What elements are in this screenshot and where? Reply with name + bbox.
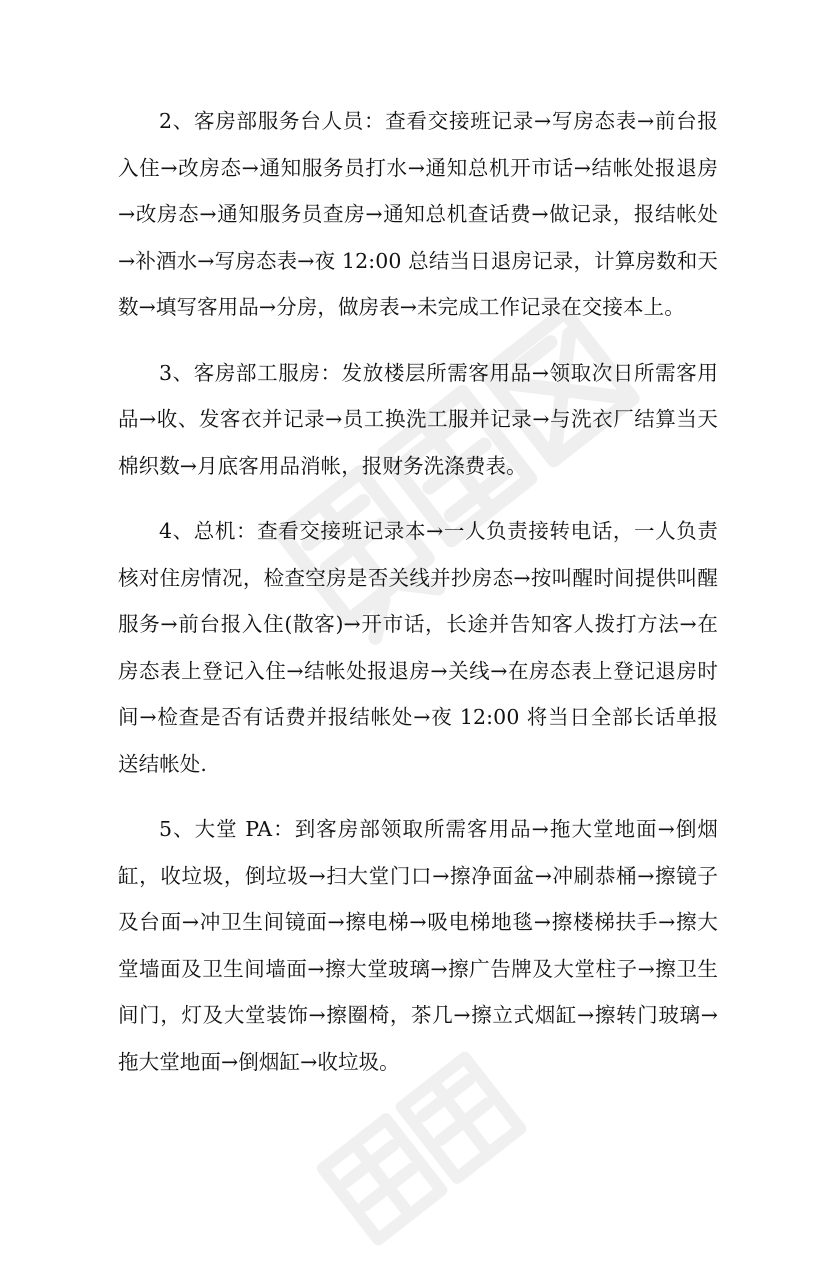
- paragraph-switchboard: 4、总机：查看交接班记录本→一人负责接转电话，一人负责核对住房情况，检查空房是否关线并抄房态→按叫醒时间提供叫醒服务→前台报入住(散客)→开市话，长途并告知客人拨打方法→在房态表上登记入住→结帐处报退房→关线→在房态表上登记退房时间→检查是否有话费并报结帐处→夜 12:00 将当日全部长话单报送结帐处.: [118, 519, 718, 776]
- document-body: [118, 98, 718, 1104]
- paragraph-uniform-room: 3、客房部工服房：发放楼层所需客用品→领取次日所需客用品→收、发客衣并记录→员工换洗工服并记录→与洗衣厂结算当天棉织数→月底客用品消帐，报财务洗涤费表。: [118, 360, 718, 478]
- paragraph-lobby-pa: 5、大堂 PA：到客房部领取所需客用品→拖大堂地面→倒烟缸，收垃圾，倒垃圾→扫大堂门口→擦净面盆→冲刷恭桶→擦镜子及台面→冲卫生间镜面→擦电梯→吸电梯地毯→擦楼梯扶手→擦大堂墙面及卫生间墙面→擦大堂玻璃→擦广告牌及大堂柱子→擦卫生间门，灯及大堂装饰→擦圈椅，茶几→擦立式烟缸→擦转门玻璃→拖大堂地面→倒烟缸→收垃圾。: [118, 817, 718, 1074]
- paragraph-front-desk-staff: 2、客房部服务台人员：查看交接班记录→写房态表→前台报入住→改房态→通知服务员打水→通知总机开市话→结帐处报退房→改房态→通知服务员查房→通知总机查话费→做记录，报结帐处→补酒水→写房态表→夜 12:00 总结当日退房记录，计算房数和天数→填写客用品→分房，做房表→未完成工作记录在交接本上。: [118, 109, 718, 319]
